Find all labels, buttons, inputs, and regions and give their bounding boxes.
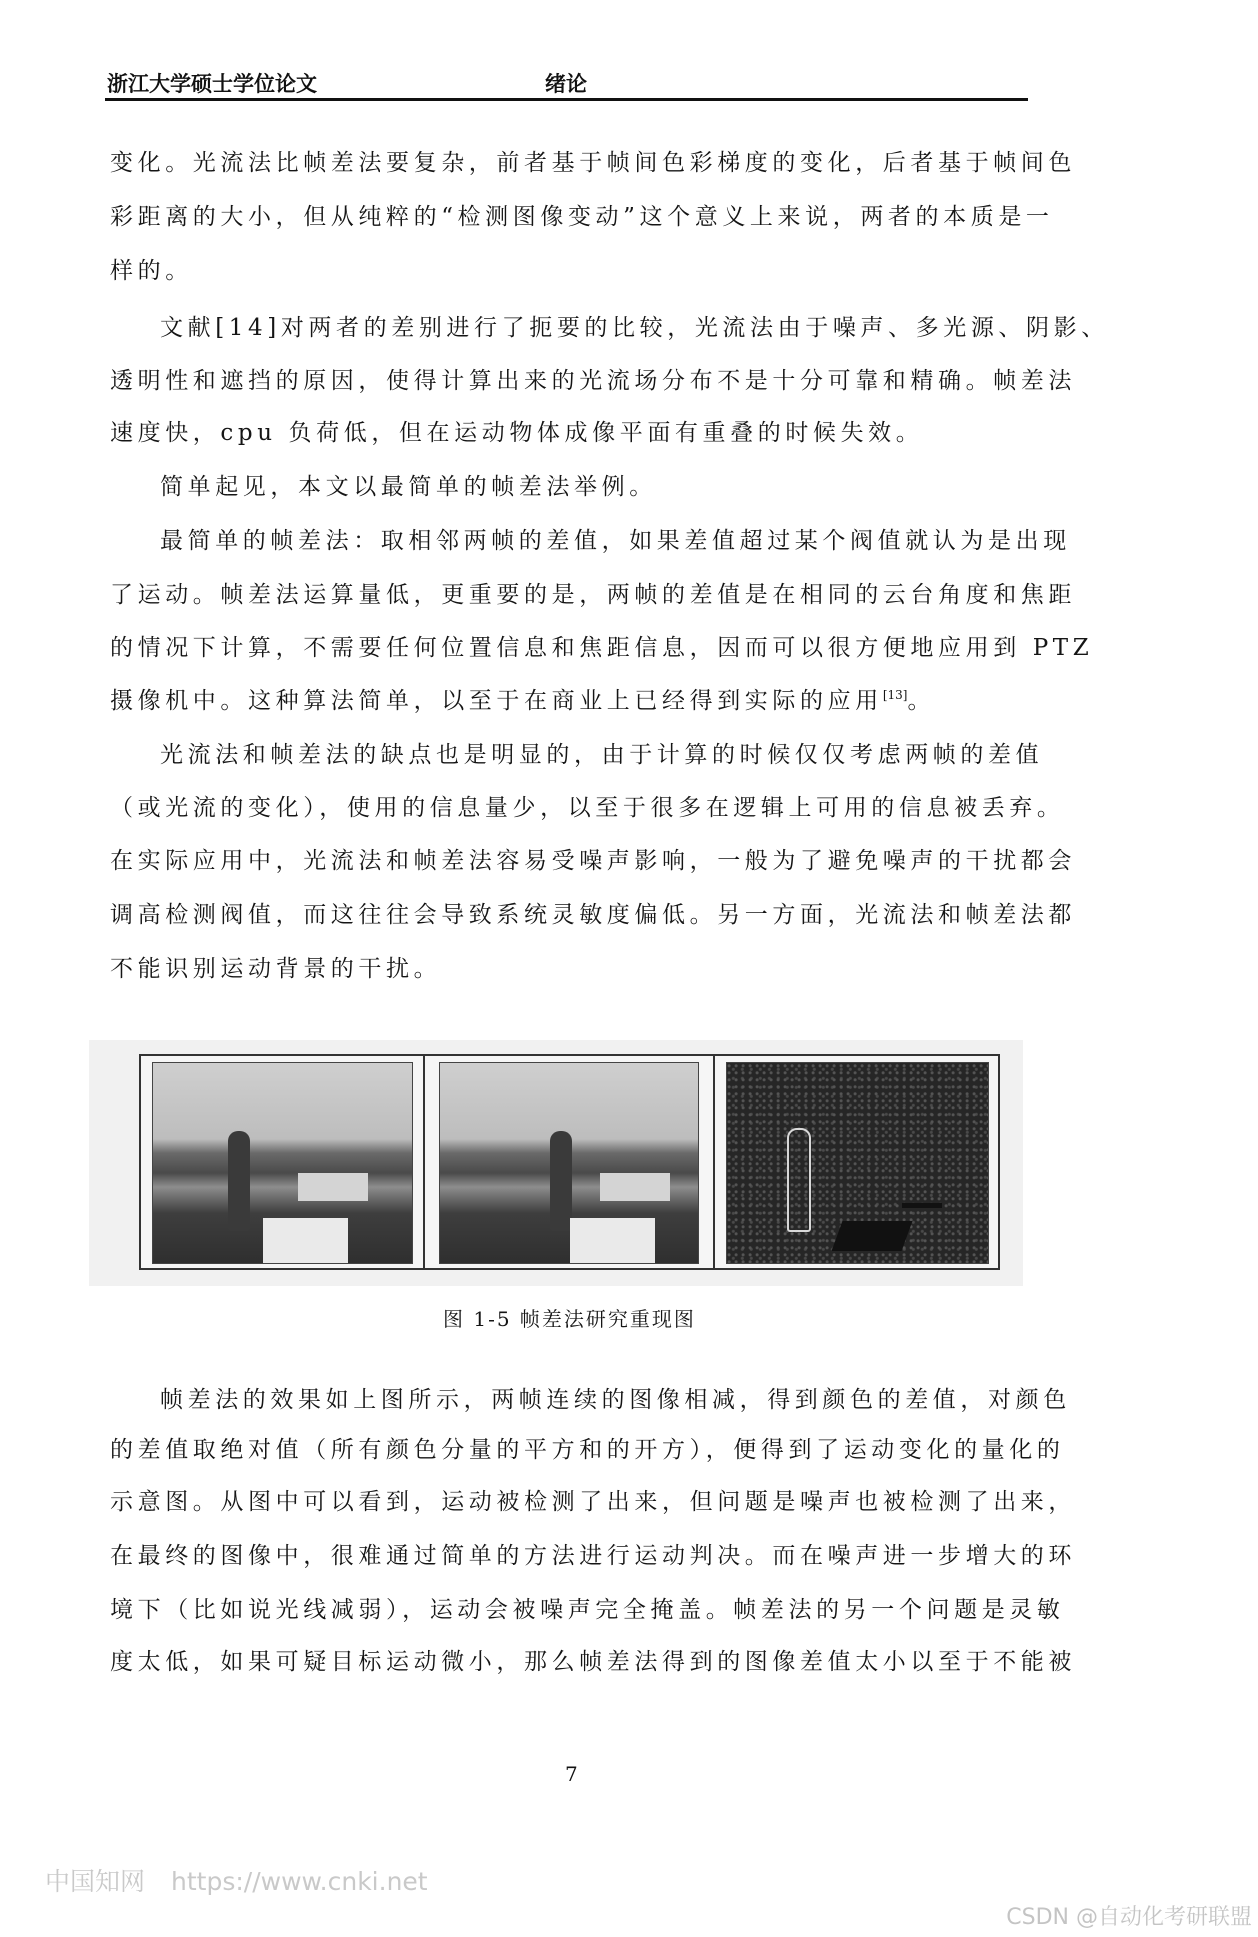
paragraph-line: 在最终的图像中，很难通过简单的方法进行运动判决。而在噪声进一步增大的环 [110,1543,1076,1569]
paragraph-line: 了运动。帧差法运算量低，更重要的是，两帧的差值是在相同的云台角度和焦距 [110,582,1076,608]
desk [298,1173,368,1201]
paragraph-line: 样的。 [110,258,193,284]
paragraph-line: 的情况下计算，不需要任何位置信息和焦距信息，因而可以很方便地应用到 PTZ [110,635,1094,661]
cnki-url: https://www.cnki.net [171,1867,428,1896]
dark-region [832,1221,913,1251]
cnki-name: 中国知网 [45,1867,146,1896]
running-header-thesis-title: 浙江大学硕士学位论文 [107,72,317,96]
figure-divider [423,1054,425,1270]
paragraph-line-with-citation [110,686,1026,716]
detected-person-outline [787,1128,811,1232]
paragraph-line: （或光流的变化），使用的信息量少，以至于很多在逻辑上可用的信息被丢弃。 [110,795,1065,821]
person-figure [550,1131,572,1231]
frame-1-image [152,1062,413,1264]
paragraph-line: 简单起见，本文以最简单的帧差法举例。 [160,474,657,500]
paragraph-line: 度太低，如果可疑目标运动微小，那么帧差法得到的图像差值太小以至于不能被 [110,1649,1076,1675]
figure-caption: 图 1-5 帧差法研究重现图 [443,1307,696,1331]
citation-13: [13] [882,688,908,702]
frame-difference-image [726,1062,989,1264]
paragraph-line: 不能识别运动背景的干扰。 [110,956,442,982]
paragraph-line: 最简单的帧差法：取相邻两帧的差值，如果差值超过某个阀值就认为是出现 [160,528,1071,554]
figure-divider [713,1054,715,1270]
desk [600,1173,670,1201]
paragraph-line: 示意图。从图中可以看到，运动被检测了出来，但问题是噪声也被检测了出来， [110,1489,1076,1515]
paragraph-line: 速度快，cpu 负荷低，但在运动物体成像平面有重叠的时候失效。 [110,420,924,446]
running-header-chapter: 绪论 [545,72,587,96]
csdn-watermark: CSDN @自动化考研联盟 [1006,1905,1252,1930]
desk [263,1218,348,1263]
frame-2-image [439,1062,699,1264]
paragraph-line: 调高检测阀值，而这往往会导致系统灵敏度偏低。另一方面，光流法和帧差法都 [110,902,1076,928]
paragraph-text: 。 [907,688,936,714]
paragraph-line: 境下（比如说光线减弱），运动会被噪声完全掩盖。帧差法的另一个问题是灵敏 [110,1597,1065,1623]
header-rule [105,98,1028,101]
dark-region [902,1203,942,1208]
person-figure [228,1131,250,1231]
paragraph-text: 摄像机中。这种算法简单，以至于在商业上已经得到实际的应用 [110,688,883,714]
paragraph-line: 在实际应用中，光流法和帧差法容易受噪声影响，一般为了避免噪声的干扰都会 [110,848,1076,874]
paragraph-line: 变化。光流法比帧差法要复杂，前者基于帧间色彩梯度的变化，后者基于帧间色 [110,150,1076,176]
paragraph-line: 帧差法的效果如上图所示，两帧连续的图像相减，得到颜色的差值，对颜色 [160,1387,1071,1413]
paragraph-line: 文献[14]对两者的差别进行了扼要的比较，光流法由于噪声、多光源、阴影、 [160,315,1109,341]
paragraph-line: 彩距离的大小，但从纯粹的“检测图像变动”这个意义上来说，两者的本质是一 [110,204,1054,230]
paragraph-line: 光流法和帧差法的缺点也是明显的，由于计算的时候仅仅考虑两帧的差值 [160,742,1044,768]
cnki-watermark [45,1862,428,1898]
page-number: 7 [565,1762,578,1786]
desk [570,1218,655,1263]
paragraph-line: 的差值取绝对值（所有颜色分量的平方和的开方），便得到了运动变化的量化的 [110,1437,1065,1463]
paragraph-line: 透明性和遮挡的原因，使得计算出来的光流场分布不是十分可靠和精确。帧差法 [110,368,1076,394]
